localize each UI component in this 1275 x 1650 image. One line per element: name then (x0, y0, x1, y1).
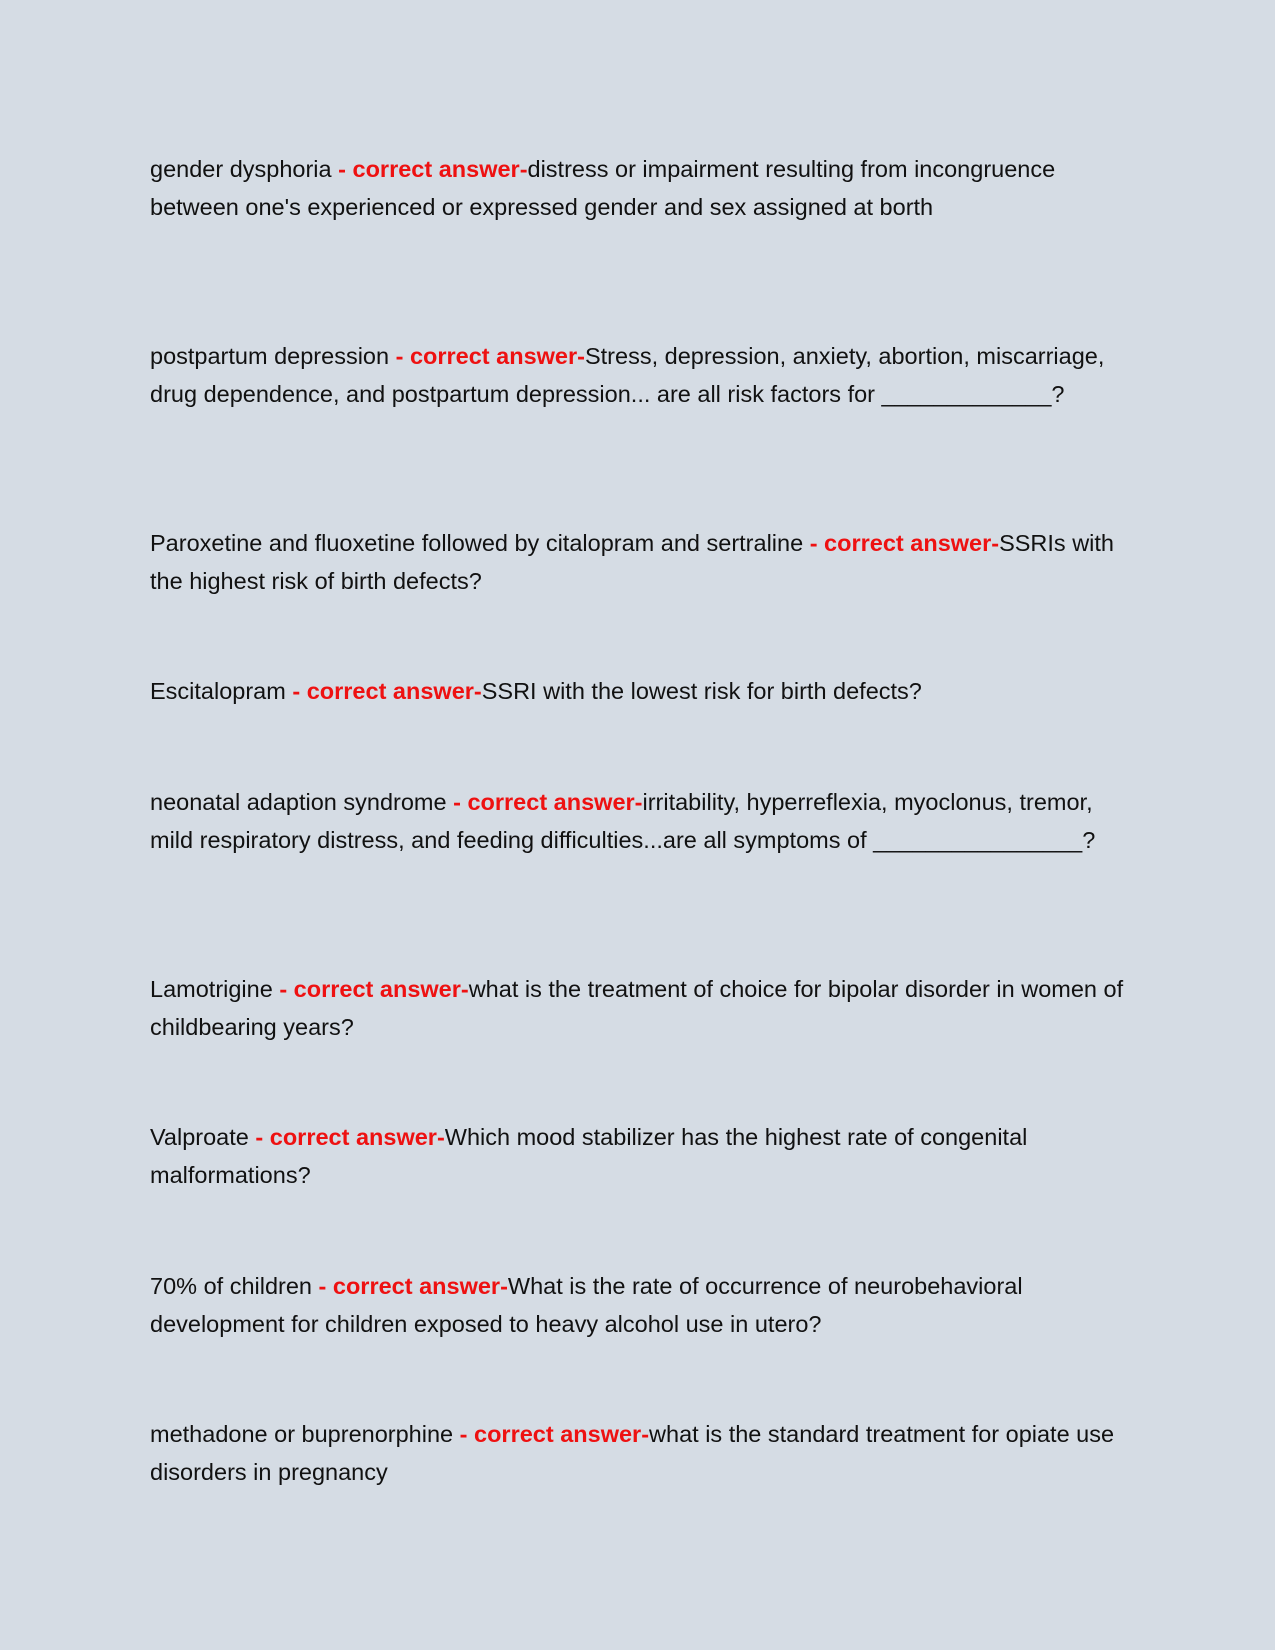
qa-entry (150, 150, 1140, 226)
definition: Which mood stabilizer has the highest rate of congenital malformations? (150, 1124, 1028, 1188)
term: Escitalopram (150, 678, 286, 704)
qa-entry (150, 524, 1140, 600)
term: neonatal adaption syndrome (150, 789, 447, 815)
answer-separator: - correct answer- (389, 343, 585, 369)
definition: SSRI with the lowest risk for birth defects? (481, 678, 922, 704)
answer-separator: - correct answer- (331, 156, 528, 182)
term: Lamotrigine (150, 976, 273, 1002)
answer-separator: - correct answer- (272, 976, 469, 1002)
term: 70% of children (150, 1273, 312, 1299)
term: methadone or buprenorphine (150, 1421, 454, 1447)
definition: distress or impairment resulting from incongruence between one's experienced or expressed gender and sex assigned at borth (150, 156, 1056, 220)
term: gender dysphoria (150, 156, 332, 182)
qa-entry (150, 1118, 1140, 1194)
qa-entry (150, 783, 1140, 859)
definition: irritability, hyperreflexia, myoclonus, tremor, mild respiratory distress, and feeding difficulties...are all symptoms of ________________? (150, 789, 1096, 853)
qa-entry (150, 337, 1140, 413)
answer-separator: - correct answer- (446, 789, 643, 815)
definition: Stress, depression, anxiety, abortion, miscarriage, drug dependence, and postpartum depression... are all risk factors for _____________? (150, 343, 1105, 407)
answer-separator: - correct answer- (248, 1124, 445, 1150)
qa-entry (150, 970, 1140, 1046)
qa-entry (150, 1415, 1140, 1491)
definition: what is the treatment of choice for bipolar disorder in women of childbearing years? (150, 976, 1124, 1040)
answer-separator: - correct answer- (803, 530, 1000, 556)
answer-separator: - correct answer- (285, 678, 482, 704)
qa-entry (150, 672, 1140, 710)
answer-separator: - correct answer- (453, 1421, 650, 1447)
term: postpartum depression (150, 343, 390, 369)
term: Valproate (150, 1124, 249, 1150)
term: Paroxetine and fluoxetine followed by citalopram and sertraline (150, 530, 804, 556)
definition: SSRIs with the highest risk of birth defects? (150, 530, 1114, 594)
definition: what is the standard treatment for opiate use disorders in pregnancy (150, 1421, 1115, 1485)
definition: What is the rate of occurrence of neurobehavioral development for children exposed to heavy alcohol use in utero? (150, 1273, 1023, 1337)
answer-separator: - correct answer- (312, 1273, 508, 1299)
qa-entry (150, 1267, 1140, 1343)
